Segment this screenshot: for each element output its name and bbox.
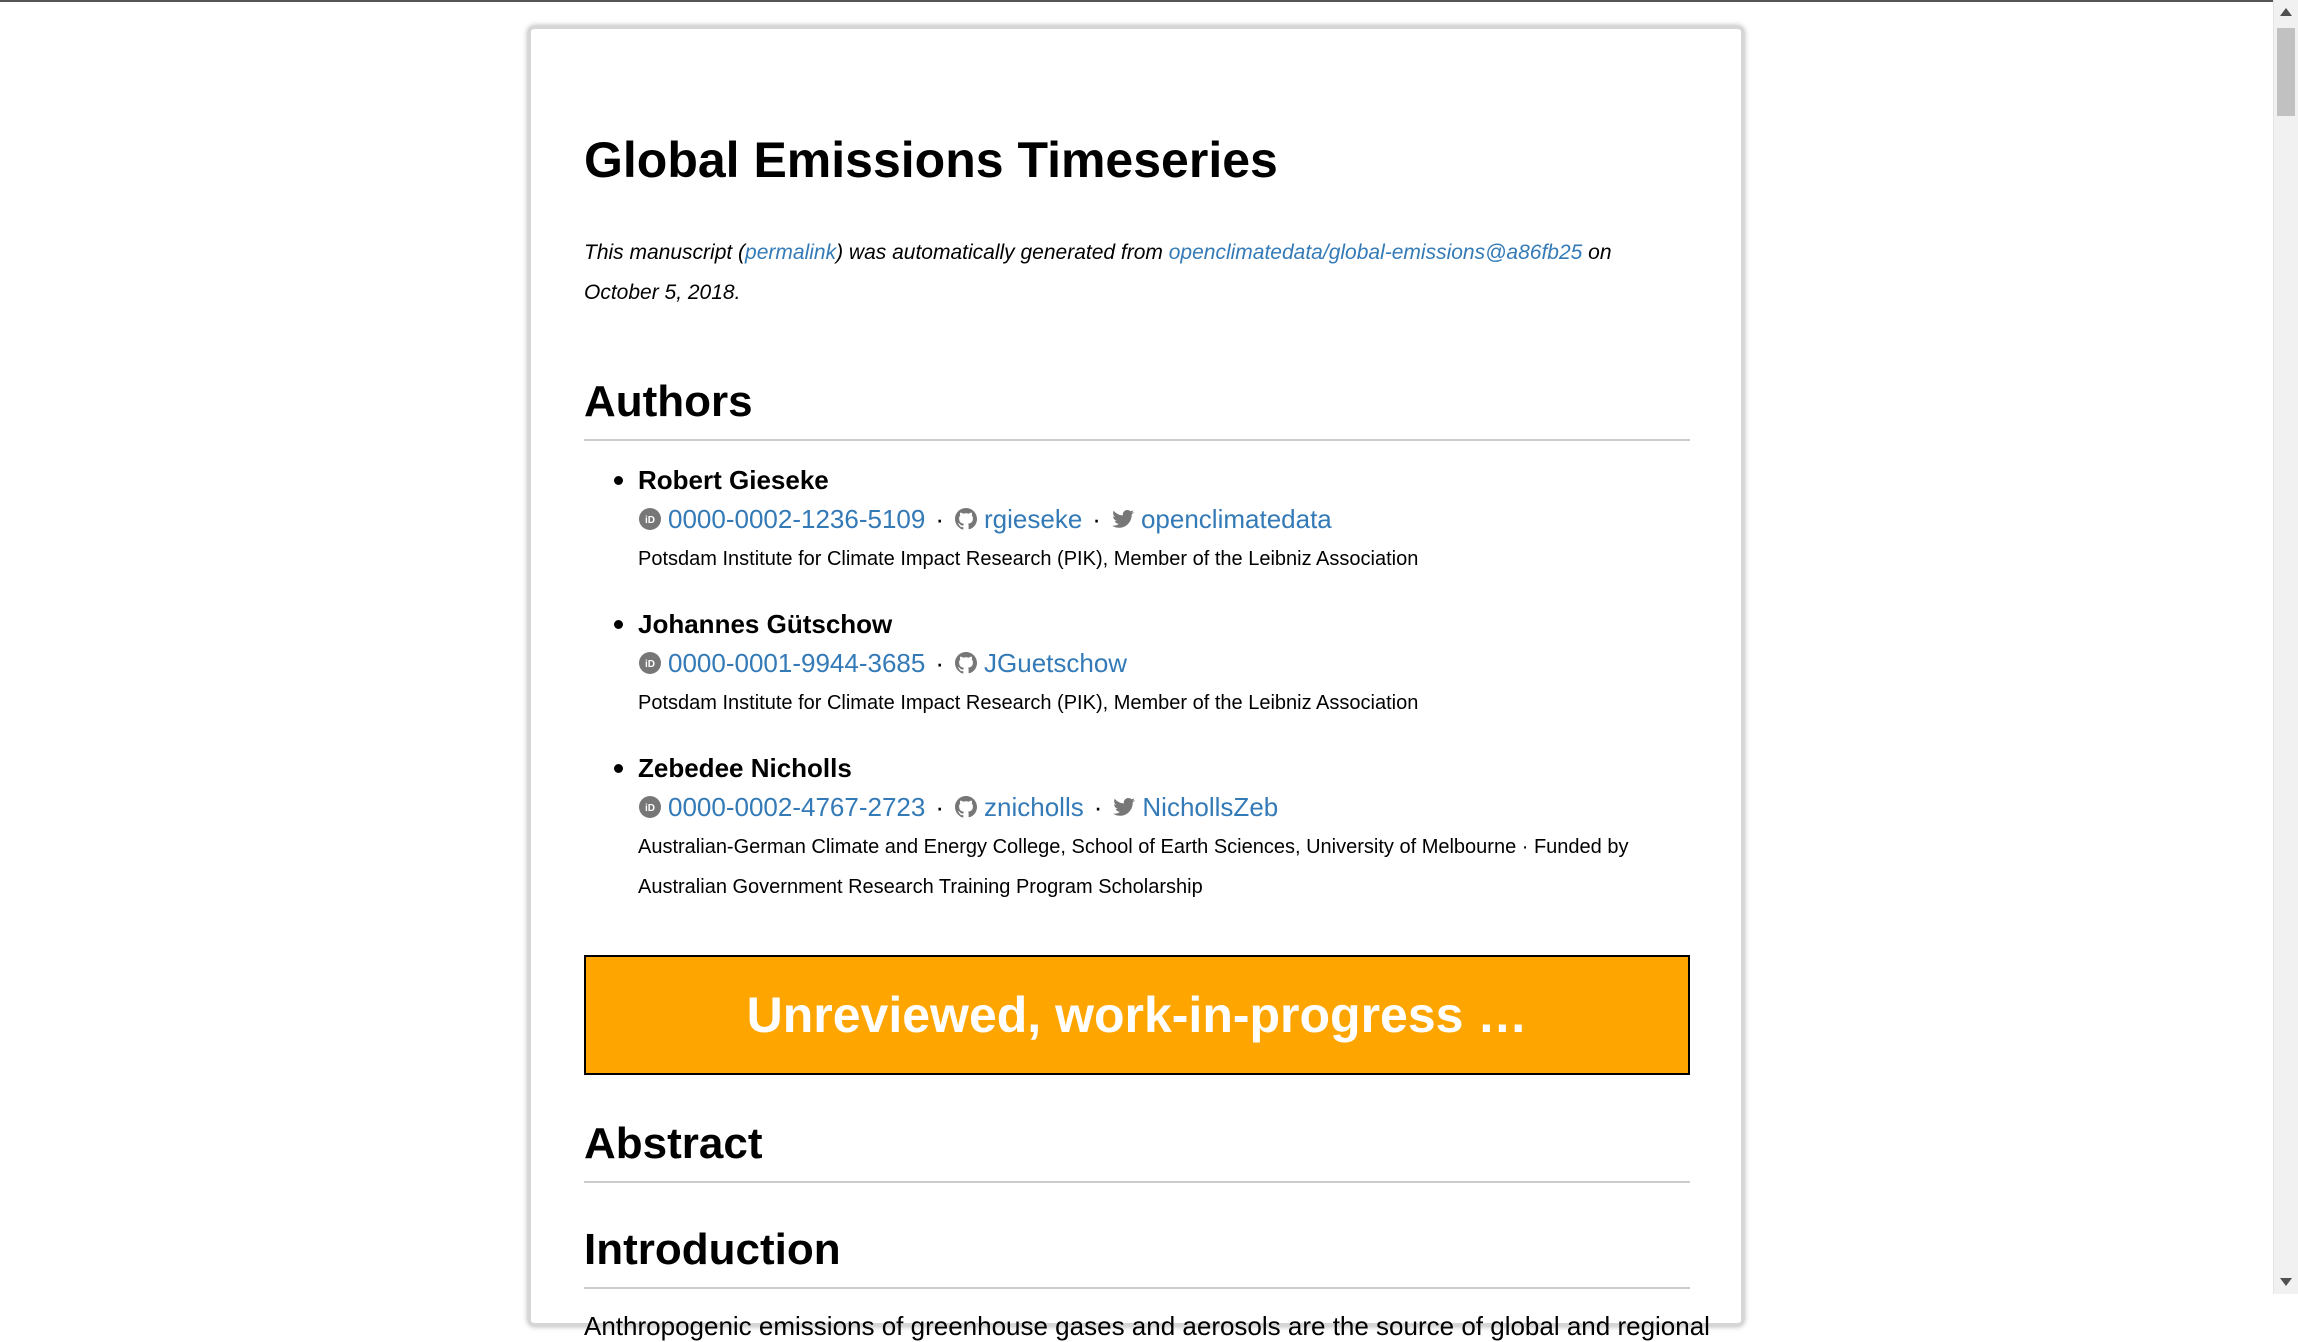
- svg-text:iD: iD: [645, 803, 655, 814]
- page-title: Global Emissions Timeseries: [584, 132, 1278, 188]
- orcid-icon: [638, 651, 662, 675]
- list-item: [584, 461, 1690, 579]
- author-affiliation: Potsdam Institute for Climate Impact Research (PIK), Member of the Leibniz Association: [638, 692, 1419, 714]
- separator: ·: [935, 792, 945, 822]
- work-in-progress-banner: Unreviewed, work-in-progress …: [584, 955, 1690, 1075]
- list-item: [584, 605, 1690, 723]
- separator: ·: [1093, 792, 1103, 822]
- author-name: Zebedee Nicholls: [638, 753, 852, 783]
- orcid-icon: [638, 507, 662, 531]
- twitter-icon: [1112, 795, 1136, 819]
- twitter-link[interactable]: NichollsZeb: [1142, 792, 1279, 822]
- section-heading-abstract: Abstract: [584, 1119, 1690, 1183]
- list-item: [584, 749, 1690, 907]
- bullet: [614, 476, 623, 485]
- orcid-link[interactable]: 0000-0001-9944-3685: [668, 648, 926, 678]
- section-heading-authors: Authors: [584, 377, 1690, 441]
- svg-text:iD: iD: [645, 659, 655, 670]
- orcid-link[interactable]: 0000-0002-1236-5109: [668, 504, 926, 534]
- author-affiliation: Potsdam Institute for Climate Impact Research (PIK), Member of the Leibniz Association: [638, 548, 1419, 570]
- github-link[interactable]: znicholls: [984, 792, 1084, 822]
- author-name: Johannes Gütschow: [638, 609, 893, 639]
- meta-middle: ) was automatically generated from: [836, 241, 1169, 264]
- vertical-scrollbar[interactable]: [2273, 0, 2298, 1294]
- separator: ·: [1092, 504, 1101, 534]
- orcid-icon: [638, 795, 662, 819]
- svg-text:iD: iD: [645, 515, 655, 526]
- github-link[interactable]: rgieseke: [984, 504, 1083, 534]
- author-ids: [638, 787, 1690, 827]
- manuscript-page: [528, 26, 1744, 1341]
- scroll-down-icon[interactable]: [2280, 1278, 2292, 1286]
- bullet: [614, 620, 623, 629]
- github-link[interactable]: JGuetschow: [984, 648, 1128, 678]
- introduction-paragraph: Anthropogenic emissions of greenhouse gases and aerosols are the source of global and regional: [584, 1311, 1710, 1341]
- scroll-thumb[interactable]: [2277, 28, 2295, 116]
- author-ids: [638, 643, 1690, 683]
- section-heading-introduction: Introduction: [584, 1225, 1690, 1289]
- permalink-link[interactable]: permalink: [745, 241, 837, 264]
- meta-suffix: on October 5, 2018.: [584, 241, 1612, 304]
- github-icon: [954, 651, 978, 675]
- bullet: [614, 764, 623, 773]
- author-ids: [638, 499, 1690, 539]
- twitter-link[interactable]: openclimatedata: [1140, 504, 1332, 534]
- github-icon: [954, 507, 978, 531]
- repo-commit-link[interactable]: openclimatedata/global-emissions@a86fb25: [1168, 241, 1583, 264]
- twitter-icon: [1111, 507, 1135, 531]
- manuscript-meta: [584, 233, 1690, 313]
- orcid-link[interactable]: 0000-0002-4767-2723: [668, 792, 926, 822]
- scroll-up-icon[interactable]: [2280, 8, 2292, 16]
- separator: ·: [935, 648, 945, 678]
- github-icon: [954, 795, 978, 819]
- author-name: Robert Gieseke: [638, 465, 829, 495]
- author-affiliation: Australian-German Climate and Energy College, School of Earth Sciences, University of Melbourne · Funded by Australian Government Research Training Program Scholarship: [638, 836, 1629, 898]
- separator: ·: [935, 504, 945, 534]
- meta-prefix: This manuscript (: [584, 241, 746, 264]
- authors-list: [584, 461, 1690, 933]
